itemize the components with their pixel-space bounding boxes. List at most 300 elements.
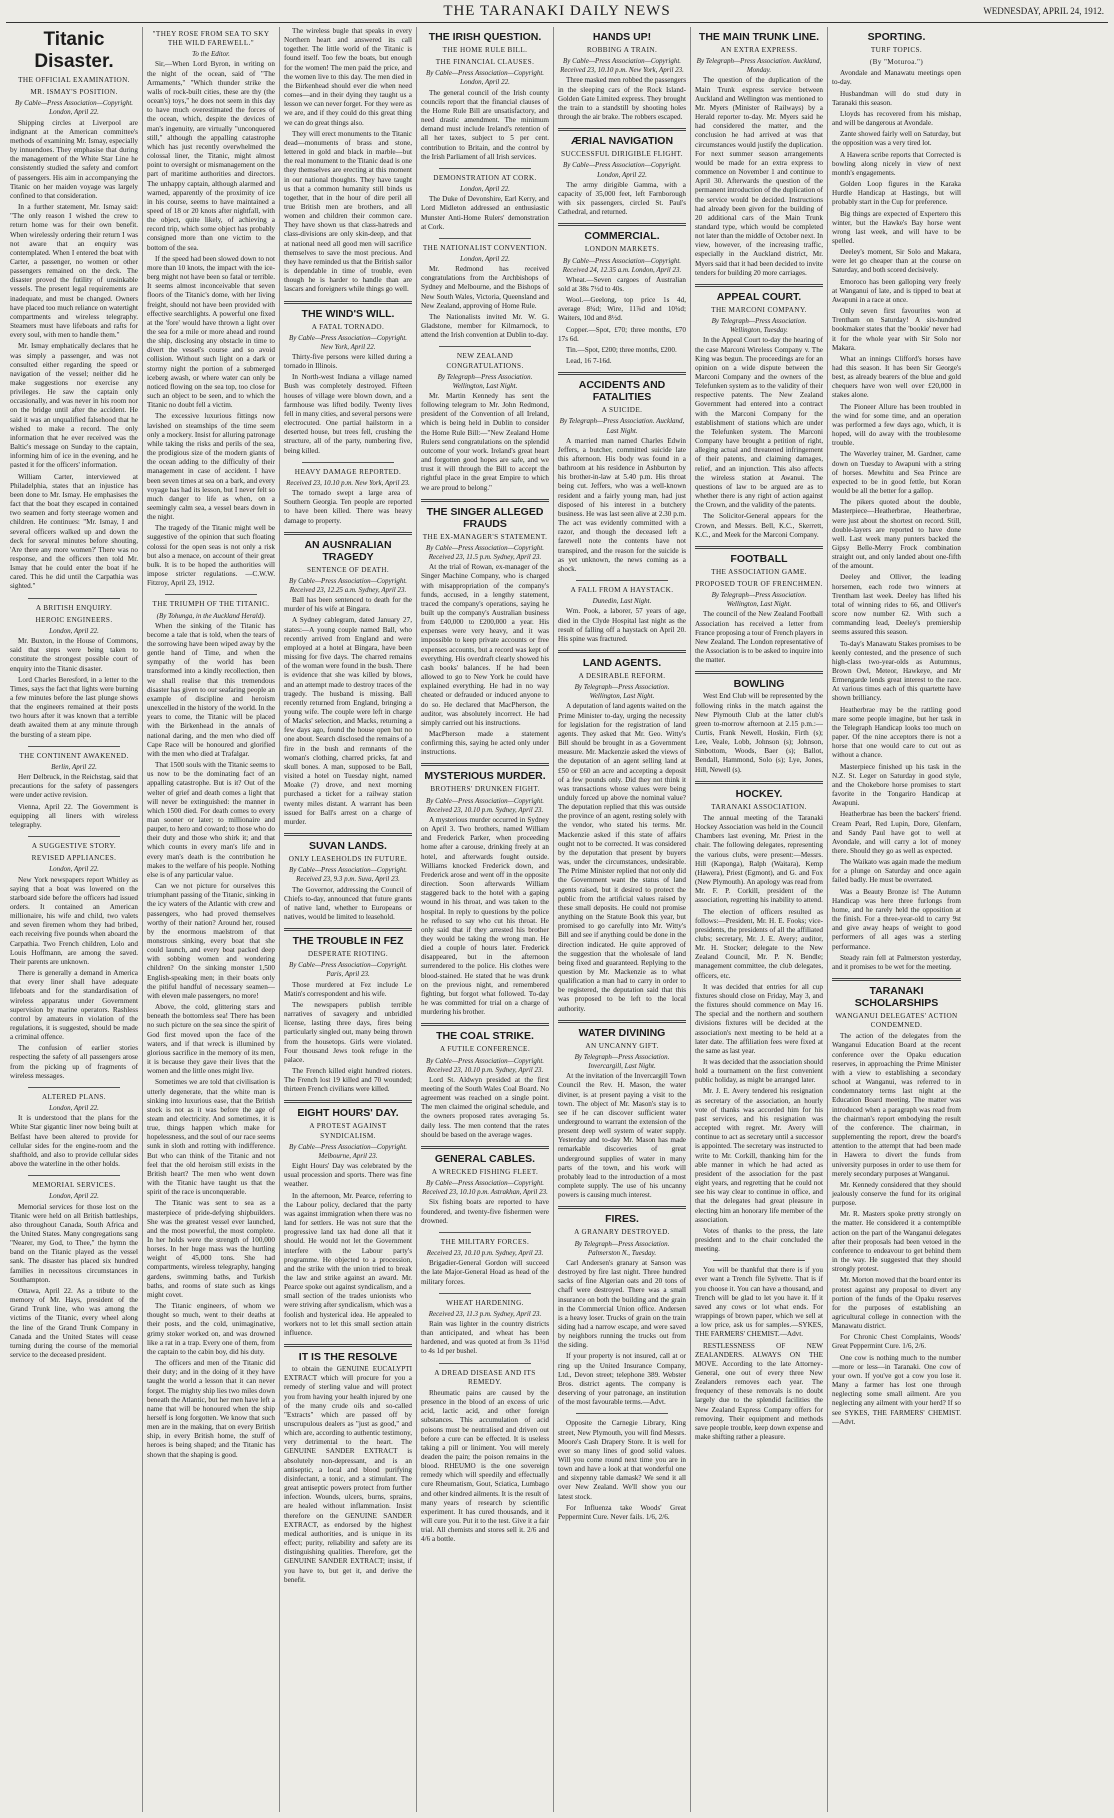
article-subheading: AN EXTRA EXPRESS. bbox=[720, 46, 798, 54]
article-paragraph: Steady rain fell at Palmerston yesterday, and it promises to be wet for the meeting. bbox=[832, 953, 961, 971]
article bbox=[832, 978, 961, 1427]
article-paragraph: The newspapers publish terrible narratives of savagery and unbridled license, lasting three days, fires being particularly singled out, many being thrown from the housetops. Girls were violated. Four thousand Jews took refuge in the palace. bbox=[284, 1000, 412, 1064]
section-rule bbox=[28, 598, 120, 599]
article-divider bbox=[284, 301, 412, 304]
article-paragraph: For Chronic Chest Complaints, Woods' Great Peppermint Cure. 1/6, 2/6. bbox=[832, 1333, 961, 1351]
article-subheading: WHEAT HARDENING. bbox=[446, 1298, 524, 1307]
article-paragraph: Heatherbrae may be the rattling good mare some people imagine, but her task in the Telegraph Handicap looks too much on paper. Of the nine acceptors there is not a horse that one would care to cut out as without a chance. bbox=[832, 705, 961, 760]
section-rule bbox=[439, 1363, 531, 1364]
article bbox=[695, 671, 823, 774]
article-headline: COMMERCIAL. bbox=[584, 230, 660, 243]
dateline: By Cable—Press Association—Copyright. Received 23, 10.10 p.m. New York, April 23. bbox=[560, 57, 684, 75]
article-paragraph: RESTLESSNESS OF NEW ZEALANDERS. ALWAYS ON THE MOVE. According to the late Attorney-General, one out of every three New Zealanders removes each year. The frequency of these removals is no doubt largely due to the splendid facilities the New Zealand Express Company offers for removing. Their equipment and methods save people trouble, keep down expense and make shifting rather a pleasure. bbox=[695, 1341, 823, 1442]
article-paragraph: Zante showed fairly well on Saturday, but the opposition was a very tired lot. bbox=[832, 130, 961, 148]
article-divider bbox=[695, 781, 823, 784]
article-headline: Titanic Disaster. bbox=[34, 29, 114, 72]
article-paragraph: Copper.—Spot, £70; three months, £70 17s 6d. bbox=[558, 325, 686, 343]
dateline: To the Editor. bbox=[192, 50, 230, 59]
article-paragraph: Big things are expected of Expertero this winter, but the Hawke's Bay horse went wrong last week, and will have to be spelled. bbox=[832, 209, 961, 245]
dateline: By Telegraph—Press Association. Invercargill, Last Night. bbox=[574, 1052, 670, 1071]
article-paragraph: Brigadier-General Gordon will succeed the late Major-General Hoad as head of the military forces. bbox=[421, 1259, 549, 1286]
dateline: By Cable—Press Association—Copyright. Received 23, 10.10 p.m. Astrakhan, April 23. bbox=[422, 1179, 548, 1197]
article-paragraph: What an innings Clifford's horses have had this season. It has been Sir George's best, as already bearers of the blue and gold chequers have won well over £20,000 in stakes alone. bbox=[832, 354, 961, 400]
article bbox=[558, 1413, 686, 1522]
article-headline: THE MAIN TRUNK LINE. bbox=[698, 31, 820, 43]
article-divider bbox=[558, 650, 686, 653]
article-paragraph: Can we not picture for ourselves this triumphant passing of the Titanic, sinking in the icy waters of the Atlantic with crew and passengers, who had proved themselves worthy of their nation? Around her, roused by the enormous maelstrom of that monstrous sinking, every boat that she could launch, and every boat packed deep with sobbing women and wondering children? On the sinking monster 1,500 English-speaking men; in their boats only the pitiful handful of necessary seamen—with eleven male passengers, no more! bbox=[147, 882, 275, 1000]
article-paragraph: A deputation of land agents waited on the Prime Minister to-day, urging the necessity for legislation for the registration of land agents. They asked that Mr. Geo. Witty's Bill should be brought in as a Government measure. Mr. Mackenzie asked the views of the deputation of an agent selling land at £50 or £60 an acre and accepting a deposit of a few pounds only. Did they not think it was transactions whose values were being unduly forced up above the nominal value? The deputation replied that this was outside the province of an agent, resting solely with the vendor, who stated his terms. Mr. Mackenzie asked if this state of affairs ought not to be corrected. It was considered by the deputation that present by buyers was, under the circumstances, undesirable. The Prime Minister replied that not only did the Government want the status of land agents raised, but it desired to protect the public from the artificial values raised by these small deposits. He could not promise anything on the Statute Book this year, but promised to go carefully into Mr. Witty's Bill and see if anything could be done in the direction indicated. He quite approved of the suggestion that the wholesale of land being fixed and guaranteed. Replying to the question by Mr. Mackenzie as to what qualification a man had to carry in order to be registered, the deputation said that this was proposed to be left to the local authority. bbox=[558, 702, 686, 1013]
news-columns bbox=[6, 27, 1108, 1812]
article-headline: AN AUSNRALIAN TRAGEDY bbox=[304, 538, 392, 563]
article-paragraph: Ottawa, April 22. As a tribute to the memory of Mr. Hays, president of the Grand Trunk line, who was among the victims of the Titanic, every wheel along the line of the Grand Trunk Company in Canada and the United States will cease turning during the course of the memorial service to the deceased president. bbox=[10, 1286, 138, 1359]
article-paragraph: There is generally a demand in America that every liner shall have adequate lifeboats and for the standardisation of wireless apparatus under Government supervision by marine operators. Rashless control by amateurs in violation of the regulations, it is suggested, should be made a criminal offence. bbox=[10, 969, 138, 1042]
section-rule bbox=[439, 1232, 531, 1233]
article-subheading: A WRECKED FISHING FLEET. bbox=[431, 1167, 539, 1176]
dateline: (By Tohunga, in the Auckland Herald). bbox=[156, 611, 266, 620]
article-divider bbox=[421, 1023, 549, 1026]
article-subheading: A DESIRABLE REFORM. bbox=[578, 671, 666, 680]
article-paragraph: Ball has been sentenced to death for the murder of his wife at Bingara. bbox=[284, 596, 412, 614]
article bbox=[10, 29, 138, 592]
article-divider bbox=[558, 372, 686, 375]
article-subheading: TARANAKI ASSOCIATION. bbox=[711, 802, 807, 811]
article-subheading: LONDON MARKETS. bbox=[584, 245, 660, 254]
article-subheading: ROBBING A TRAIN. bbox=[586, 46, 658, 54]
article-divider bbox=[421, 499, 549, 502]
article-paragraph: In a further statement, Mr. Ismay said: "The only reason I wished the crew to return home was for their own benefit. When wirelessly ordering their return I was not aware that an enquiry was contemplated. When I entered the boat with Carter, a passenger, no women or other passengers remained on the deck. The disaster proved the futility of unsinkable vessels. The present legal requirements are inadequate, and must be changed. Owners have placed too much reliance on watertight compartments and wireless telegraphy. Steamers must have lifeboats and rafts for every soul, with men to handle them." bbox=[10, 203, 138, 340]
article-paragraph: At the invitation of the Invercargill Town Council the Rev. H. Mason, the water diviner, is at present paying a visit to the town. The object of Mr. Mason's stay is to see if he can discover sufficient water underground to warrant the extension of the present deep well system of water supply. Yesterday and to-day Mr. Mason has made remarkable discoveries of great underground supplies of water in many parts of the town, and his work will probably lead to the introduction of a most complete supply. The use of his uncanny powers is causing much interest. bbox=[558, 1072, 686, 1200]
article-paragraph: The Solicitor-General appears for the Crown, and Messrs. Bell, K.C., Skerrett, K.C., and Meek for the Marconi Company. bbox=[695, 512, 823, 539]
article-paragraph: Mr. J. E. Avery tendered his resignation as secretary of the association, an hourly vote of thanks was accorded him for his past services, and his resignation was accepted with regret. Mr. Avery will continue to act as secretary until a successor is appointed. The secretary was instructed to write to Mr. Corkill, thanking him for the able manner in which he had acted as president of the association for the past eight years, and regretting that he could not see his way clear to continue in office, and that the delegates had great pleasure in electing him an honorary life member of the association. bbox=[695, 1087, 823, 1224]
article-subheading: NEW ZEALAND CONGRATULATIONS. bbox=[446, 352, 524, 370]
dateline: By Telegraph—Press Association. Wellington, Last Night. bbox=[437, 372, 533, 390]
article bbox=[558, 31, 686, 122]
article-divider bbox=[284, 928, 412, 931]
article-headline: BOWLING bbox=[733, 678, 785, 691]
article-paragraph: One cow is nothing much to the number—more or less—in Taranaki. One cow of your own. If you've got a cow you lose it. Many a farmer has lost one through neglecting some small ailment. Are you neglecting any ailment with your herd? If so see SYKES, THE FARMERS' CHEMIST.—Advt. bbox=[832, 1353, 961, 1426]
article-paragraph: The French killed eight hundred rioters. The French lost 19 killed and 70 wounded; thirteen French civilians were killed. bbox=[284, 1067, 412, 1094]
section-rule bbox=[302, 462, 394, 463]
article-paragraph: Mr. Ismay emphatically declares that he was simply a passenger, and was not consulted either regarding the speed or navigation of the vessel; neither did he make suggestions nor exercise any privileges. He saw the captain only occasionally, and was never in his room nor on the bridge until after the accident. He said it was an unqualified falsehood that he wished to make a record. The only information that he ever received was the Baltic's message on Sunday to the captain, informing him of ice in the evening, and he pasted it for the officers' information. bbox=[10, 342, 138, 470]
article-paragraph: William Carter, interviewed at Philadelphia, states that an injustice has been done to Mr. Ismay. He emphasises the fact that the boat they escaped in contained two seamen and forty steerage women and children. He continues: "Mr. Ismay, I and several officers walked up and down the deck for several minutes before shouting, 'Are there any more women?' There was no response, and the officers then told Mr. Ismay that he could enter the boat if he cared. This he did until the Carpathia was sighted." bbox=[10, 472, 138, 591]
news-column bbox=[417, 27, 554, 1812]
dateline: By Telegraph—Press Association. Wellington, Last Night. bbox=[711, 591, 807, 609]
article-subheading: DESPERATE RIOTING. bbox=[307, 950, 389, 959]
article-paragraph: Masterpiece finished up his task in the N.Z. St. Leger on Saturday in good style, and the Chokebore horse promises to start favorite in the Tongariro Handicap at Awapuni. bbox=[832, 762, 961, 808]
article-paragraph: Mr. Morton moved that the board enter its protest against any proposal to divert any portion of the funds of the Opaku reserves for the purposes of establishing an agricultural college in connection with the Manawatu district. bbox=[832, 1276, 961, 1331]
article-paragraph: Was a Beauty Bronze is! The Autumn Handicap was here three furlongs from home, and he rarely held the opposition at the finish. For a three-year-old to carry 9st and give away heaps of weight to good performers of all ages was a sterling performance. bbox=[832, 887, 961, 951]
article-paragraph: They will erect monuments to the Titanic dead—monuments of brass and stone, lettered in gold and black in marble—but the real monument to the Titanic dead is one they themselves are erecting at this moment in our national thoughts. They have taught us that a common humanity still binds us together, that in the hour of dire peril all true British men are brothers, and all women and children their common care. They have shown us that class-hatreds and class-divisions are only skin-deep, and that at national need all good men will sacrifice themselves to save the most precious. And they have reminded us that the British sailor is dependable in time of trouble, even though he is harder to handle than are lascars and foreigners while things go well. bbox=[284, 129, 412, 294]
article-paragraph: Lord St. Aldwyn presided at the first meeting of the South Wales Coal Board. No agreement was reached on a single point. The men claimed the original schedule, and the owners proposed rates averaging 5s. daily less. The men contend that the rates should be based on the average wages. bbox=[421, 1075, 549, 1139]
dateline: London, April 22. bbox=[49, 1104, 99, 1113]
dateline: By Cable—Press Association—Copyright. London, April 22. bbox=[14, 99, 134, 117]
dateline: By Telegraph—Press Association. Auckland, Monday. bbox=[696, 57, 822, 75]
article-paragraph: Six fishing boats are reported to have foundered, and twenty-five fishermen were drowned. bbox=[421, 1198, 549, 1225]
dateline: By Cable—Press Association—Copyright. Paris, April 23. bbox=[288, 961, 408, 979]
article-paragraph: to obtain the GENUINE EUCALYPTI EXTRACT which will procure for you a remedy of sterling value and will protect you from having your health injured by one of the many crude oils and so-called "Extracts" which are passed off by unscrupulous dealers as "just as good," and which are, according to authentic testimony, very detrimental to the heart. The GENUINE SANDER EXTRACT is absolutely non-depressant, and is an antiseptic, a local and blood purifying disinfectant, a tonic, and a stimulant. The great antiseptic powers protect from further infection. Wounds, ulcers, burns, sprains, are healed without inflammation. Insist therefore on the GENUINE SANDER EXTRACT, as endorsed by the highest medical authorities, and is unique in its effect; purity, reliability and safety are its distinguishing qualities. Therefore, get the GENUINE SANDER EXTRACT; insist, if you have to, but get it, and derive the benefit. bbox=[284, 1365, 412, 1584]
article-subheading: ALTERED PLANS. bbox=[41, 1092, 107, 1101]
article-paragraph: The election of officers resulted as follows:—President, Mr. H. E. Fooks; vice-presidents, the presidents of all the affiliated clubs; secretary, Mr. J. E. Avery; auditor, Mr. H. Stocker; delegate to the New Zealand Council, Mr. P. N. Bendle; management committee, the club delegates, officers, etc. bbox=[695, 907, 823, 980]
article-subheading: HEAVY DAMAGE REPORTED. bbox=[294, 467, 402, 476]
article-paragraph: Rain was lighter in the country districts than anticipated, and wheat has been hardened, and was quoted at from 3s 11½d to 4s 1d per bushel. bbox=[421, 1319, 549, 1356]
dateline: By Cable—Press Association—Copyright. New York, April 22. bbox=[288, 333, 408, 351]
article-headline: THE SINGER ALLEGED FRAUDS bbox=[426, 505, 544, 530]
article-paragraph: The Waverley trainer, M. Gardner, came down on Tuesday to Awapuni with a string of horses. Mewhitu and Sea Prince are expected to be in good fettle, but Koran would be all the better for a gallop. bbox=[832, 450, 961, 496]
article-subheading: HEROIC ENGINEERS. bbox=[35, 615, 113, 624]
article-subheading: REVISED APPLIANCES. bbox=[31, 854, 117, 863]
news-column bbox=[280, 27, 417, 1812]
article bbox=[421, 1023, 549, 1140]
article-paragraph: For Influenza take Woods' Great Peppermint Cure. Never fails. 1/6, 2/6. bbox=[558, 1503, 686, 1521]
article-paragraph: It is understood that the plans for the White Star gigantic liner now being built at Belfast have been altered to provide for cellular sides for the engine-room and the shafthold, and also to provide cellular sides above the waterline in the other holds. bbox=[10, 1114, 138, 1169]
article-subheading: DEMONSTRATION AT CORK. bbox=[433, 173, 537, 182]
article-divider bbox=[421, 763, 549, 766]
article-subheading: THE OFFICIAL EXAMINATION. bbox=[18, 76, 130, 84]
article-paragraph: New York newspapers report Whitley as saying that a boat was lowered on the starboard side before the officers had issued orders. It contained an American millionaire, his wife and child, two valets and seven firemen whom they had bribed, each receiving five pounds when aboard the Carpathia. Two French children, Lolo and Louis Hoffmann, are among the saved. Their parents are unknown. bbox=[10, 875, 138, 966]
article-paragraph: The Titanic engineers, of whom we thought so much, went to their deaths at their posts, and the cold, unimaginative, grimy stoker worked on, and was drowned like a rat in a trap. Every one of them, from the captain to the cabin boy, did his duty. bbox=[147, 1302, 275, 1356]
article-paragraph: Golden Loop figures in the Karaka Hurdle Handicap at Hastings, but will probably start in the Cup for preference. bbox=[832, 180, 961, 207]
article bbox=[421, 346, 549, 492]
article-subheading: THE MARCONI COMPANY. bbox=[711, 305, 807, 314]
dateline: By Cable—Press Association—Copyright. Melbourne, April 23. bbox=[288, 1142, 408, 1160]
dateline: London, April 22. bbox=[460, 254, 510, 263]
article bbox=[284, 928, 412, 1094]
news-column bbox=[143, 27, 280, 1812]
article-paragraph: It was decided that entries for all cup fixtures should close on Friday, May 3, and the fixtures should commence on May 16. The special and the northern and southern divisions fixtures will be decided at the association's next meeting to be held at a later date. The affiliation fees were fixed at the same as last year. bbox=[695, 982, 823, 1055]
article-paragraph: A Sydney cablegram, dated January 27, states:—A young couple named Ball, who recently arrived from England and were employed at a hotel at Bingara, have been missing for five days. The charred remains of the woman were found in the bush. There is evidence that she was killed by blows, and an attempt made to destroy traces of the tragedy. The husband is missing. Ball recently returned from England, bringing a young wife. The couple were left in charge of Macks' selection, and Macks, returning a few days ago, found the house open but no one about. Search disclosed the remains of a fire in the bush and remnants of the woman's clothing, charred pricks, fat and skull bones. A man, supposed to be Ball, visited a hotel on Tuesday night, named Moake (?) drove, and next morning purchased a ticket for a railway station twenty miles distant. A warrant has been issued for Ball's arrest on a charge of murder. bbox=[284, 616, 412, 826]
article-paragraph: Memorial services for those lost on the Titanic were held on all British battleships, also throughout Canada, South Africa and the United States. Many congregations sang "Nearer, my God, to Thee," the hymn the band on the Titanic played as the vessel sank. The disaster has placed six hundred families in necessitous circumstances in Southampton. bbox=[10, 1202, 138, 1284]
section-rule bbox=[28, 836, 120, 837]
article-paragraph: Heatherbrae has been the backers' friend. Cream Pearl, Red Lupin, Dore, Glenfarn, and Sandy Paul have got to well at Avondale, and will carry a lot of money there. Should they go as well as expected. bbox=[832, 810, 961, 855]
dateline: By Telegraph—Press Association. Wellington, Last Night. bbox=[574, 683, 670, 701]
article-subheading: SENTENCE OF DEATH. bbox=[306, 565, 390, 574]
article-headline: IT IS THE RESOLVE bbox=[298, 1351, 398, 1364]
article-subheading: THE TRIUMPH OF THE TITANIC. bbox=[152, 600, 270, 609]
article bbox=[695, 31, 823, 278]
article-subheading: A BRITISH ENQUIRY. bbox=[35, 603, 113, 612]
news-column bbox=[828, 27, 965, 1812]
article-headline: THE IRISH QUESTION. bbox=[428, 31, 542, 43]
article bbox=[421, 1232, 549, 1287]
dateline: By Cable—Press Association—Copyright. London, April 22. bbox=[562, 161, 682, 179]
article-subheading: BROTHERS' DRUNKEN FIGHT. bbox=[430, 785, 540, 794]
dateline: Received 23, 10.10 p.m. Sydney, April 23. bbox=[426, 1249, 544, 1258]
dateline: By Cable—Press Association—Copyright. Received 23, 10.10 p.m. Sydney, April 23. bbox=[425, 796, 545, 814]
article bbox=[147, 30, 275, 588]
article bbox=[10, 836, 138, 1081]
article-paragraph: Mr. Buxton, in the House of Commons, said that steps were being taken to constitute the strongest possible court of enquiry into the Titanic disaster. bbox=[10, 637, 138, 673]
section-rule bbox=[576, 580, 668, 581]
article-paragraph: Lead, 16 7-16d. bbox=[566, 357, 612, 366]
article-paragraph: To-day's Manawatu Stakes promises to be keenly contested, and the presence of such high-class two-year-olds as Autumnus, Brown Owl, Meteor, Hawkeye, and Mr Ermengarde lends great interest to the race. At various times each of this quartette have shown brilliancy. bbox=[832, 639, 961, 703]
article-divider bbox=[695, 546, 823, 549]
section-rule bbox=[28, 746, 120, 747]
article-paragraph: The Governor, addressing the Council of Chiefs to-day, announced that future grants of native land, whether to Europeans or natives, would be limited to leasehold. bbox=[284, 885, 412, 921]
article-paragraph: The pikers quoted about the double, Masterpiece—Heatherbrae, Heatherbrae, were just about the shortest on record. Still, double-layers are reported to have done well. Last week many punters backed the Gipsy Belle-Merry Frock combination straight out, and only landed about one-fifth of the amount. bbox=[832, 498, 961, 571]
article-divider bbox=[695, 671, 823, 674]
article-paragraph: Rheumatic pains are caused by the presence in the blood of an excess of uric acid, lactic acid, and other foreign substances. This accumulation of acid poisons must be neutralised and driven out before a cure can be effected. It is useless taking a pill or liniment. You will merely deaden the pain; the poison remains in the blood. RHEUMO is the one sovereign remedy which will speedily and effectually cure Rheumatism, Gout, Sciatica, Lumbago and other kindred ailments. It is the result of many years of research by scientific experiment. It has cured thousands, and it will cure you. Put it to the test. Give it a fair trial. All chemists and stores sell it. 2/6 and 4/6 a bottle. bbox=[421, 1388, 549, 1544]
article-paragraph: The wireless bugle that speaks in every Northern heart and answered its call together. The little world of the Titanic is found itself. Too few the boats, but enough for the women! The men paid the price, and the women live to this day. The men died in the Birkenhead should ever die when need comes—and in their dying they taught us a lesson we can never forget. For they were as we are, and if they could do this great thing we can do great things also. bbox=[284, 27, 412, 127]
article bbox=[10, 1087, 138, 1169]
article-headline: MYSTERIOUS MURDER. bbox=[424, 770, 546, 783]
article-paragraph: Opposite the Carnegie Library, King street, New Plymouth, you will find Messrs. Moore's Cash Drapery Store. It is well for ever so many lines of good solid values. Will you come round next time you are in town and have a look at that wonderful one and sixpenny table damask? We send it all over New Zealand. We'll show you our latest stock. bbox=[558, 1419, 686, 1501]
article-divider bbox=[558, 1206, 686, 1209]
article-subheading: THE ASSOCIATION GAME. bbox=[711, 567, 807, 576]
article bbox=[695, 781, 823, 1255]
article-paragraph: Three masked men robbed the passengers in the sleeping cars of the Rock Island-Golden Gate Limited express. They brought the train to a standstill by shooting holes through the air brake. The robbers escaped. bbox=[558, 76, 686, 122]
article-paragraph: Avondale and Manawatu meetings open to-day. bbox=[832, 69, 961, 87]
article-subheading: THE FINANCIAL CLAUSES. bbox=[435, 58, 535, 67]
section-rule bbox=[165, 594, 257, 595]
article-divider bbox=[284, 1344, 412, 1347]
article-paragraph: A Hawera scribe reports that Corrected is bowling along nicely in view of next month's engagements. bbox=[832, 150, 961, 177]
article-paragraph: Deeley and Olliver, the leading horsemen, each rode two winners at Trentham last week. Deeley has lifted his total of winning rides to 66, and Olliver's score now number 62. With such a commanding lead, Deeley's premiership seems assured this season. bbox=[832, 573, 961, 637]
dateline: Berlin, April 22. bbox=[51, 762, 97, 771]
article-headline: THE COAL STRIKE. bbox=[436, 1030, 534, 1043]
article-divider bbox=[558, 1020, 686, 1023]
article-paragraph: The question of the duplication of the Main Trunk express service between Auckland and Wellington was mentioned to Mr. Myers (Minister of Railways) by a Herald reporter to-day. Mr. Myers said he had considered the matter, and the conclusion he had arrived at was that circumstances would justify the duplication. For next summer season arrangements would be made for an extra express to commence on November 1 and continue to April 30. Afterwards the question of the permanent introduction of the duplication of the service would be decided. Instructions had already been given for the building of 20 additional cars of the Main Trunk standard type, which would be completed not later than the middle of October next. In view, however, of the increasing traffic, especially in the Auckland district, Mr. Myers said that it had been decided to invite tenders for building 20 more carriages. bbox=[695, 76, 823, 277]
article-headline: SPORTING. bbox=[867, 31, 926, 43]
article-paragraph: When the sinking of the Titanic has become a tale that is told, when the tears of the sorrowing have been wiped away by the gentle hand of Time, and when the sympathy of the world has been transformed into a kindly recollection, then we shall realise that this tremendous disaster has given to our seafaring people an example of discipline and heroism unexcelled in the history of the world. In the years to come, the Titanic will be placed with the Birkenhead in the annals of national daring, and the men who died off Cape Race will be honoured and glorified with the men who died at Trafalgar. bbox=[147, 621, 275, 758]
section-rule bbox=[28, 1087, 120, 1088]
article-paragraph: The council of the New Zealand Football Association has received a letter from France proposing a tour of French players in New Zealand. The London representative of the Association is to be asked to inquire into the matter. bbox=[695, 610, 823, 665]
article-subheading: A FALL FROM A HAYSTACK. bbox=[570, 586, 674, 595]
article bbox=[10, 746, 138, 830]
article-headline: SUVAN LANDS. bbox=[309, 840, 387, 853]
article-subheading: AN UNCANNY GIFT. bbox=[585, 1041, 659, 1050]
article-divider bbox=[284, 833, 412, 836]
article bbox=[10, 1175, 138, 1360]
article-paragraph: You will be thankful that there is if you ever want a Trench file Sylvette. That is if you choose it. You can have a thousand, and Trench will be glad to let you have it. If it saved any cows or lot what ends. For wrappings of brown paper, which we sell at a low price, ask us for samples.—SYKES, THE FARMERS' CHEMIST.—Advt. bbox=[695, 1266, 823, 1339]
section-rule bbox=[713, 1260, 805, 1261]
article-divider bbox=[832, 978, 961, 981]
article bbox=[558, 223, 686, 366]
article bbox=[284, 1100, 412, 1338]
dateline: Received 23, 10.10 p.m. New York, April 23. bbox=[286, 478, 410, 487]
article bbox=[284, 27, 412, 295]
article-paragraph: At the trial of Rowan, ex-manager of the Singer Machine Company, who is charged with misappropriation of the company's funds, accused, in a lengthy statement, traced the company's operations, saying he built up the company's Australian business from £40,000 to £200,000 a year. His expenses were very heavy, and it was impossible to keep private accounts or free expenses accounts, but a record was kept of everything. His overdraft clearly showed his cash books' balances. If he had been allowed to go to New York he could have explained everything. He had in no way cheated or defrauded or induced anyone to do so. He declared that MacPherson, the auditor, was absolutely incorrect. He had simply carried out his instructions. bbox=[421, 563, 549, 727]
article-paragraph: The Nationalists invited Mr. W. G. Gladstone, member for Kilmarnock, to attend the Irish convention at Dublin to-day. bbox=[421, 312, 549, 340]
article-subheading: A GRANARY DESTROYED. bbox=[574, 1228, 670, 1237]
dateline: Received 23, 11.3 p.m. Sydney, April 23. bbox=[428, 1309, 542, 1318]
article-subheading: THE HOME RULE BILL. bbox=[442, 46, 528, 54]
article bbox=[558, 650, 686, 1014]
article-divider bbox=[284, 1100, 412, 1103]
article bbox=[284, 301, 412, 456]
article bbox=[558, 372, 686, 574]
article-headline: GENERAL CABLES. bbox=[434, 1152, 536, 1165]
article bbox=[421, 763, 549, 1017]
article-paragraph: A mysterious murder occurred in Sydney on April 3. Two brothers, named William and Frederick Parker, when proceeding home after a carouse, drinking freely at an hotel, and afterwards fought outside. Williams knocked Frederick down, and Frederick arose and went off in the opposite direction. Soon afterwards William staggered back to the hotel with a gaping wound in his throat, and was taken to the hospital. In reply to questions by the police he refused to say who cut his throat. He only said that if they arrested his brother they would be taking the wrong man. He died a couple of hours later. Frederick disappeared, but in the afternoon surrendered to the police. His clothes were blood-stained. He stated that he was drunk on the previous night, and remembered fighting, but forgot what followed. To-day he was committed for trial on a charge of murdering his brother. bbox=[421, 815, 549, 1017]
article-paragraph: The tornado swept a large area of Southern Georgia. Ten people are reported to have been killed. There was heavy damage to property. bbox=[284, 489, 412, 525]
article-subheading: "THEY ROSE FROM SEA TO SKY THE WILD FAREWELL." bbox=[152, 30, 270, 48]
article-subheading: THE NATIONALIST CONVENTION. bbox=[422, 243, 548, 252]
article-subheading: PROPOSED TOUR OF FRENCHMEN. bbox=[695, 579, 823, 588]
section-rule bbox=[439, 168, 531, 169]
article-paragraph: Herr Delbruck, in the Reichstag, said that precautions for the safety of passengers were under active revision. bbox=[10, 773, 138, 800]
article-divider bbox=[558, 128, 686, 131]
article-paragraph: The action of the delegates from the Wanganui Education Board at the recent conference over the Opaku education reserves, in approaching the Prime Minister with a view to establishing a secondary school at Wanganui, was referred to in condemnatory terms last night at the Education Board meeting. The matter was introduced when a paragraph was read from the chairman's report embodying the result of the conference. The chairman, in supplementing the report, drew the board's attention to the attempt that had been made in Hawera to divert the funds from university purposes in order to use them for merely secondary purposes at Wanganui. bbox=[832, 1032, 961, 1178]
article-paragraph: A married man named Charles Edwin Jeffers, a butcher, committed suicide late this afternoon. His body was found in a bathroom at his residence in Ashburton by his brother-in-law at 5.40 p.m. His throat being cut. Jeffers, who was a well-known resident and a fairly young man, had just disposed of his interest in a butchery business. He was last seen alive at 2.30 p.m. The act was evidently committed with a razor, and though the deceased left a farewell note the contents have not transpired, and the reason for the suicide is as yet unknown, the news coming as a shock. bbox=[558, 436, 686, 573]
article-headline: THE TROUBLE IN FEZ bbox=[292, 935, 404, 948]
article-paragraph: Eight Hours' Day was celebrated by the usual procession and sports. There was fine weather. bbox=[284, 1162, 412, 1189]
article bbox=[695, 1260, 823, 1442]
article bbox=[284, 1344, 412, 1585]
article-paragraph: Lloyds has recovered from his mishap, and will be dangerous at Avondale. bbox=[832, 109, 961, 128]
article-subheading: A DREAD DISEASE AND ITS REMEDY. bbox=[434, 1368, 536, 1386]
article-paragraph: Carl Andersen's granary at Sanson was destroyed by fire last night. Three hundred sacks of fine Algerian oats and 20 tons of chaff were destroyed. There was a small insurance on both the building and the grain in the Commercial Union office. Andersen is a heavy loser. Trucks of grain on the train siding had a narrow escape, and were saved by neighbors running the trucks out from the siding. bbox=[558, 1258, 686, 1350]
dateline: By Cable—Press Association—Copyright. Received 23, 11.5 p.m. Sydney, April 23. bbox=[425, 543, 545, 562]
article-headline: ÆRIAL NAVIGATION bbox=[570, 135, 674, 148]
article-paragraph: Above, the cold, glittering stars and beneath the bottomless sea! There has been no such picture on the sea since the spirit of God first moved upon the face of the waters, and if that wreck is illumined by glorious sacrifice in the memory of its men, it is because they gave their lives that the women and the little ones might live. bbox=[147, 1003, 275, 1076]
article-paragraph: The Duke of Devonshire, Earl Kerry, and Lord Midleton addressed an enthusiastic Munster Anti-Home Rulers' demonstration at Cork. bbox=[421, 195, 549, 231]
dateline: By Cable—Press Association—Copyright. Received 23, 9.3 p.m. Suva, April 23. bbox=[288, 866, 408, 884]
article-subheading: MR. ISMAY'S POSITION. bbox=[30, 88, 118, 97]
news-column bbox=[554, 27, 691, 1812]
article-paragraph: In North-west Indiana a village named Bush was completely destroyed. Fifteen houses of village were blown down, and a farmhouse was lifted bodily. Twenty lives fell in many cities, and several persons were electrocuted. One partial hailstorm in a deserted house, but trees fell, crushing the structure, all of the party, numbering five, being killed. bbox=[284, 373, 412, 455]
dateline: By Cable—Press Association—Copyright. Received 23, 10.10 p.m. Sydney, April 23. bbox=[425, 1056, 545, 1074]
article-paragraph: The tragedy of the Titanic might well be suggestive of the opinion that such floating colossi for the open seas is not only a risk but also a menace, on account of their great bulk. It is to be hoped the authorities will impose stricter regulations. —C.W.W. Fitzroy, April 23, 1912. bbox=[147, 524, 275, 588]
article bbox=[147, 594, 275, 1459]
article-paragraph: The general council of the Irish county councils report that the financial clauses of the Home Rule Bill are unsatisfactory, and need drastic amendment. The minimum demand must include Ireland's retention of all her taxes, subject to 5 per cent. contribution to Britain, and the control by the Irish Parliament of all Irish services. bbox=[421, 88, 549, 161]
dateline: London, April 22. bbox=[460, 185, 510, 194]
article-paragraph: Only seven first favourites won at Trentham on Saturday! A six-hundred bookmaker states that the 'bookie' never had it for the whole year with Sir Solo nor Makara. bbox=[832, 307, 961, 352]
dateline: By Cable—Press Association—Copyright. Received 24, 12.35 a.m. London, April 23. bbox=[562, 256, 682, 274]
article bbox=[695, 284, 823, 540]
dateline: By Telegraph—Press Association. Auckland, Last Night. bbox=[559, 417, 685, 435]
article-subheading: MEMORIAL SERVICES. bbox=[32, 1181, 116, 1190]
dateline: By Cable—Press Association—Copyright. Received 23, 12.25 a.m. Sydney, April 23. bbox=[288, 576, 408, 594]
article bbox=[558, 1206, 686, 1407]
article-headline: HOCKEY. bbox=[735, 787, 783, 800]
article-headline: FIRES. bbox=[605, 1213, 639, 1226]
newspaper-title: THE TARANAKI DAILY NEWS bbox=[443, 3, 671, 19]
article bbox=[421, 1293, 549, 1357]
article-subheading: A FATAL TORNADO. bbox=[311, 322, 385, 331]
article-subheading: A FUTILE CONFERENCE. bbox=[439, 1045, 531, 1054]
article-subheading: THE CONTINENT AWAKENED. bbox=[19, 751, 129, 760]
article-subheading: THE EX-MANAGER'S STATEMENT. bbox=[422, 532, 548, 541]
article-paragraph: That 1500 souls with the Titanic seems to us now to be the dominating fact of an appalling catastrophe. But is it? Out of the welter of grief and death comes a light that will never be extinguished: the manner in which 1500 died. For death comes to every man sooner or later; to millionaire and pauper, to hero and coward; to those who do their duty and those who shirk it; and that which counts in every man's life and in every man's death is the contribution he makes to the welfare of his people. Nothing else is of any particular value. bbox=[147, 761, 275, 879]
article-paragraph: Deeley's moment, Sir Solo and Makara, were let go cheaper than at the course on Saturday, and both scored decisively. bbox=[832, 248, 961, 275]
article bbox=[558, 128, 686, 217]
article-paragraph: The Pioneer Allure has been troubled in the wind for some time, and an operation was performed a few days ago, which, it is hoped, will do away with the troublesome trouble. bbox=[832, 402, 961, 448]
section-rule bbox=[439, 1293, 531, 1294]
article-paragraph: Mr. Martin Kennedy has sent the following telegram to Mr. John Redmond, president of the Convention of all Ireland, which is being held in Dublin to consider the Home Rule Bill:—"New Zealand Home Rulers send congratulations on the splendid outcome of your work. Ireland's great heart and forgotten good hopes are safe, and we trust it will through the Bill to accept the rightful place in the great Empire to which we are proud to belong." bbox=[421, 392, 549, 492]
article-paragraph: The Waikato was again made the medium for a plunge on Saturday and once again failed badly. He must be overrated. bbox=[832, 858, 961, 885]
article-subheading: WANGANUI DELEGATES' ACTION CONDEMNED. bbox=[835, 1012, 958, 1030]
section-rule bbox=[439, 346, 531, 347]
article-paragraph: Wool.—Geelong, top price 1s 4d, average 8¾d; Wire, 11⅞d and 10¾d; Waiters, 10d and 8½d. bbox=[558, 296, 686, 323]
article-subheading: TURF TOPICS. bbox=[870, 46, 923, 54]
article bbox=[421, 1363, 549, 1545]
article-paragraph: Shipping circles at Liverpool are indignant at the American committee's methods of examining Mr. Ismay, especially by innuendoes. They emphasise that during the management of the White Star Line he consistently studied the safety and comfort of passengers. His aim in accompanying the Titanic on her maiden voyage was largely confined to that consideration. bbox=[10, 118, 138, 200]
dateline: London, April 22. bbox=[49, 626, 99, 635]
article-paragraph: Wheat.—Seven cargoes of Australian sold at 38s 7½d to 40s. bbox=[558, 275, 686, 293]
dateline: By Telegraph—Press Association. Palmerston N., Tuesday. bbox=[574, 1239, 670, 1257]
article bbox=[695, 546, 823, 666]
article-paragraph: Sir,—When Lord Byron, in writing on the night of the ocean, said of "The Armaments," "Which thunder strike the walls of rock-built cities, these are thy (the ocean's) toys," he does not seem in this day to have much overestimated the forces of the ocean, which, despite the devices of man's ingenuity, are virtually "unconquered still," although the appalling catastrophe which has just recently overwhelmed the colossal liner, the Titanic, might almost point to oversight or mismanagement on the part of maritime authorities and directors. The unhappy captain, although alarmed and warned, apparently of the proximity of ice in his course, seems to have maintained a speed of 18 or 20 knots after nightfall, with the object, quite likely, of achieving a record trip, which some object has probably consigned more than one victim to the bottom of the sea. bbox=[147, 60, 275, 252]
article-headline: LAND AGENTS. bbox=[582, 656, 662, 669]
section-rule bbox=[439, 238, 531, 239]
article-paragraph: The annual meeting of the Taranaki Hockey Association was held in the Council Chambers last evening, Mr. Priest in the chair. The following delegates, representing the various clubs, were present:—Messrs. Hill (Kaponga), Ralph (Waitara), Kemp (Hawera), Priest (Egmont), and G. and Fox (New Plymouth). An apology was read from Mr. F. P. Corkill, president of the association, regretting his inability to attend. bbox=[695, 813, 823, 905]
article-divider bbox=[695, 284, 823, 287]
article-subheading: A SUGGESTIVE STORY. bbox=[31, 842, 117, 851]
article bbox=[284, 532, 412, 827]
article-paragraph: Thirty-five persons were killed during a tornado in Illinois. bbox=[284, 353, 412, 371]
masthead bbox=[6, 0, 1108, 23]
article-paragraph: Tin.—Spot, £200; three months, £200. bbox=[566, 345, 677, 354]
article-headline: THE WIND'S WILL. bbox=[301, 307, 395, 320]
article-paragraph: Mr. Kennedy considered that they should jealously conserve the fund for its original purpose. bbox=[832, 1180, 961, 1208]
section-rule bbox=[28, 1175, 120, 1176]
article-paragraph: If the speed had been slowed down to not more than 10 knots, the impact with the ice-berg might not have been so fatal or terrible. It seems almost inconceivable that seven floors of the Titanic's dome, with her living freight, should not have been provided with effective searchlights. A powerful one fixed at the 'fore' would have thrown a light over the sea for a mile or more ahead and round the ship, disclosing any obstacle in time to divert the vessel's course and so avoid collision. Without such light on a dark or stormy night the portion of a submerged iceberg awash, or where water can only be noticed flowing on the sea top, too close for such an object to be seen, and to which the Titanic no doubt fell a victim. bbox=[147, 254, 275, 410]
article bbox=[421, 238, 549, 341]
article-paragraph: Sometimes we are told that civilisation is utterly degenerate, that the white man is sinking into luxurious ease, that the British stock is not as it was before the age of steam and electricity. And sometimes, it is true, things happen which make for hopelessness, and the soul of our race seems sunk in sloth and rotting with indifference. But who can think of the Titanic and not feel that the old heroism still exists in the British heart? The men who went down with the Titanic have taught us that the spirit of the race is unconquerable. bbox=[147, 1078, 275, 1197]
article-paragraph: The excessive luxurious fittings now lavished on steamships of the time seem only a mockery. Insist for alluring patronage while taking the risks and perils of the sea, the prodigious size of the modern giants of the ocean adding to the difficulty of their management in case of accident. I have been seven times at sea on a bark, and every voyage has had its lesson, but I never felt so much danger to life as when, on a seemingly calm sea, a vessel bears down in the night. bbox=[147, 412, 275, 522]
article-headline: APPEAL COURT. bbox=[716, 290, 802, 303]
article-paragraph: Wm. Pook, a laborer, 57 years of age, died in the Clyde Hospital last night as the result of falling off a haystack on April 20. His spine was fractured. bbox=[558, 607, 686, 643]
article-paragraph: The army dirigible Gamma, with a capacity of 35,000 feet, left Farnborough with six passengers, circled St. Paul's Cathedral, and returned. bbox=[558, 180, 686, 217]
article-paragraph: In the afternoon, Mr. Pearce, referring to the Labour policy, declared that the party was against immigration when there was no land for settlers. He was not sure that the progressive land tax had done all that it should. He would not let the Government interfere with the Labour party's programme. He objected to a procession, and the strike with the union tried to break the law and strike against an award. Mr. Pearce spoke out against syndicalism, and a small section of the trades unionists who were striving after syndicalism, which was a foolish and hysterical idea. He appealed to workers not to let this small section attain influence. bbox=[284, 1191, 412, 1337]
article-subheading: (By "Moturoa.") bbox=[869, 58, 924, 67]
article bbox=[421, 168, 549, 232]
article-subheading: A SUICIDE. bbox=[601, 406, 643, 415]
dateline: By Telegraph—Press Association. Wellington, Tuesday. bbox=[711, 317, 807, 335]
article-paragraph: West End Club will be represented by the following rinks in the match against the New Plymouth Club at the latter club's green to-morrow afternoon at 2.15 p.m.:—Curtis, Frank Newell, Hoskin, Firth (s); Lee, Veale, Lobb, Johnson (s); Johnson, Sinbottom, Woods, Baer (s); Ballot, Bendall, Hammond, Solo (s); Lye, Jones, Hill, Newell (s). bbox=[695, 692, 823, 774]
article-paragraph: Votes of thanks to the press, the late president and to the chair concluded the meeting. bbox=[695, 1226, 823, 1254]
article bbox=[832, 31, 961, 972]
article-paragraph: The confusion of earlier stories respecting the safety of all passengers arose from the picking up of fragments of wireless messages. bbox=[10, 1044, 138, 1080]
article-paragraph: Lord Charles Beresford, in a letter to the Times, says the fact that lights were burning a few minutes before the last plunge shows that the engineers remained at their posts two hours after it was known that a terrible death awaited them at any minute through the bursting of a steam pipe. bbox=[10, 675, 138, 739]
article bbox=[421, 31, 549, 162]
article-paragraph: The Titanic was sent to sea as a masterpiece of pride-defying shipbuilders. She was the greatest vessel ever launched, and the most powerful, the most complete. In her holds were the strength of 100,000 horses. In her huge mass was the hurtling weight of 45,000 tons. She had compartments, wireless telegraphy, hanging gardens, swimming baths, and Turkish baths, and rooms of state such as kings might covet. bbox=[147, 1199, 275, 1299]
article-paragraph: Those murdered at Fez include Le Matin's correspondent and his wife. bbox=[284, 980, 412, 998]
article-paragraph: Mr. R. Masters spoke pretty strongly on the matter. He considered it a contemptible action on the part of the Wanganui delegates after their proposals had been vetoed in the conference to endeavour to get behind them in the way. He suggested that they should strongly protest. bbox=[832, 1210, 961, 1274]
article-paragraph: If your property is not insured, call at or ring up the United Insurance Company, Ltd., Devon street; telephone 389. Webster Bros. district agents. The company is deserving of your patronage, an institution of the most favourable terms.—Advt. bbox=[558, 1352, 686, 1407]
dateline: Dunedin, Last Night. bbox=[592, 597, 652, 606]
article-headline: HANDS UP! bbox=[592, 31, 652, 43]
article-subheading: THE MILITARY FORCES. bbox=[440, 1237, 530, 1246]
dateline: London, April 22. bbox=[49, 865, 99, 874]
article-headline: FOOTBALL bbox=[730, 552, 788, 565]
article-paragraph: Mr. Redmond has received congratulations from the Archbishops of Sydney and Melbourne, and the Bishops of New South Wales, Victoria, Queensland and New Zealand, approving of Home Rule. bbox=[421, 265, 549, 310]
dateline: By Cable—Press Association—Copyright. London, April 22. bbox=[425, 69, 545, 87]
news-column bbox=[6, 27, 143, 1812]
article-paragraph: MacPherson made a statement confirming this, saying he acted only under instructions. bbox=[421, 730, 549, 757]
news-column bbox=[691, 27, 828, 1812]
article bbox=[421, 1146, 549, 1226]
article-paragraph: Husbandman will do stud duty in Taranaki this season. bbox=[832, 89, 961, 107]
article-divider bbox=[558, 223, 686, 226]
article-headline: TARANAKI SCHOLARSHIPS bbox=[854, 985, 939, 1009]
article-divider bbox=[284, 532, 412, 535]
article-subheading: SUCCESSFUL DIRIGIBLE FLIGHT. bbox=[560, 150, 683, 159]
article bbox=[10, 598, 138, 740]
article-paragraph: Vienna, April 22. The Government is equipping all liners with wireless telegraphy. bbox=[10, 802, 138, 829]
article-paragraph: In the Appeal Court to-day the hearing of the case Marconi Wireless Company v. The King was begun. The proceedings are for an opinion on a wide dispute between the Marconi Company and the owners of the Telefunken system as to the validity of their respective patents. The New Zealand Government had entered into a contract with the Marconi Company for the establishment of stations which are under the Telefunken system. The Marconi Company have brought a petition of right, alleging actual and threatened infringement of their patents, and claiming damages, relief, and an injunction. This also affects the wireless station at Awanui. The questions of law to be argued are as to whether there is any right of action against the Crown, and the validity of the patents. bbox=[695, 336, 823, 510]
article bbox=[558, 580, 686, 644]
article-subheading: ONLY LEASEHOLDS IN FUTURE. bbox=[288, 855, 408, 864]
article-paragraph: It was decided that the association should hold a tournament on the first convenient public holiday, as might be arranged later. bbox=[695, 1058, 823, 1085]
article-divider bbox=[421, 1146, 549, 1149]
article bbox=[558, 1020, 686, 1201]
article-subheading: A PROTEST AGAINST SYNDICALISM. bbox=[309, 1122, 387, 1140]
article-headline: EIGHT HOURS' DAY. bbox=[297, 1107, 399, 1120]
article bbox=[421, 499, 549, 758]
dateline: London, April 22. bbox=[49, 1192, 99, 1201]
article bbox=[284, 462, 412, 526]
